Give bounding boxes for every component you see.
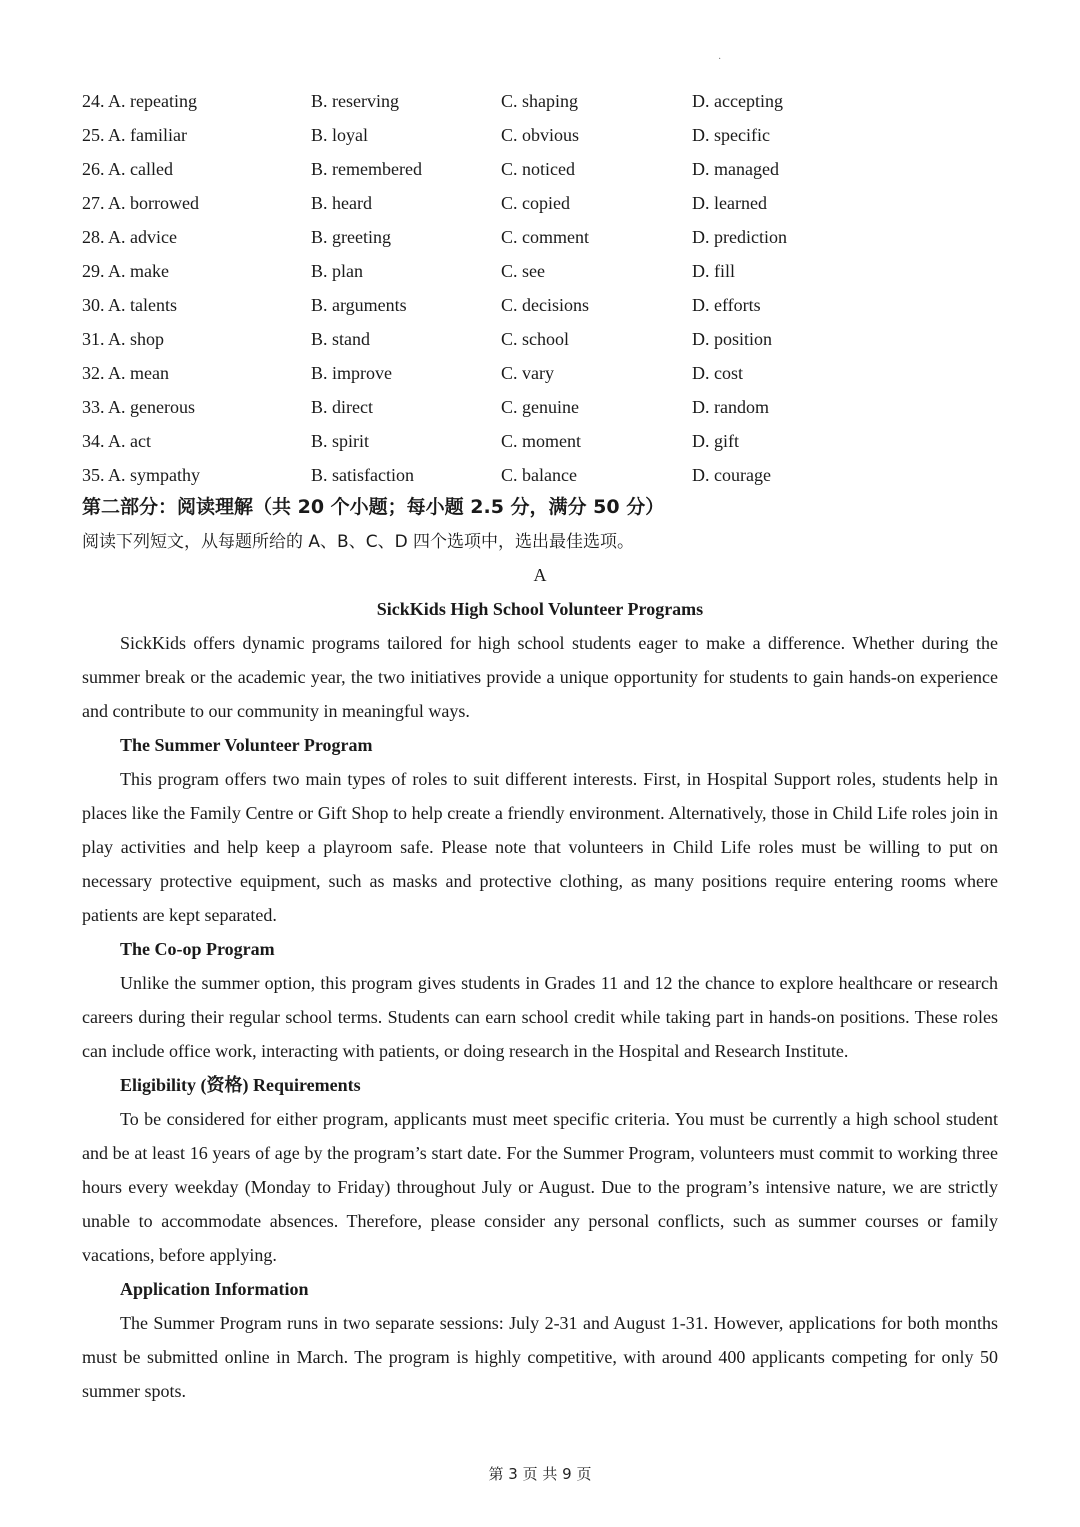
option-row-33	[82, 390, 1002, 424]
option-c: C. noticed	[501, 159, 575, 179]
option-d: D. accepting	[692, 91, 783, 111]
option-a: 31. A. shop	[82, 329, 165, 349]
application-heading: Application Information	[120, 1279, 309, 1299]
summer-program-paragraph: This program offers two main types of roles to suit different interests. First, in Hospital Support roles, students help in places like the Family Centre or Gift Shop to help create a friendly environment. Alternatively, those in Child Life roles join in play activities and help keep a playroom safe. Please note that volunteers in Child Life roles must be willing to put on necessary protective equipment, such as masks and protective clothing, as many positions require entering rooms where patients are kept separated.	[82, 769, 998, 925]
option-row-34	[82, 424, 1002, 458]
option-row-31	[82, 322, 1002, 356]
option-a: 30. A. talents	[82, 295, 177, 315]
option-b: B. remembered	[311, 159, 422, 179]
option-d: D. cost	[692, 363, 743, 383]
option-c: C. school	[501, 329, 570, 349]
eligibility-heading: Eligibility (资格) Requirements	[120, 1075, 361, 1095]
page-number-footer: 第 3 页 共 9 页	[488, 1465, 592, 1483]
option-c: C. vary	[501, 363, 554, 383]
option-row-29	[82, 254, 1002, 288]
intro-paragraph: SickKids offers dynamic programs tailored for high school students eager to make a difference. Whether during the summer break or the academic year, the two initiatives provide a unique opportunity for students to gain hands-on experience and contribute to our community in meaningful ways.	[82, 633, 998, 721]
option-c: C. decisions	[501, 295, 589, 315]
section-instruction: 阅读下列短文，从每题所给的 A、B、C、D 四个选项中，选出最佳选项。	[82, 532, 635, 552]
option-b: B. heard	[311, 193, 372, 213]
option-row-26	[82, 152, 1002, 186]
coop-program-heading: The Co-op Program	[120, 939, 275, 959]
option-row-30	[82, 288, 1002, 322]
option-row-35	[82, 458, 1002, 492]
option-row-32	[82, 356, 1002, 390]
option-b: B. reserving	[311, 91, 399, 111]
option-b: B. loyal	[311, 125, 368, 145]
option-c: C. moment	[501, 431, 581, 451]
option-c: C. balance	[501, 465, 577, 485]
reading-passage	[82, 558, 998, 1408]
coop-program-paragraph: Unlike the summer option, this program gives students in Grades 11 and 12 the chance to explore healthcare or research careers during their regular school terms. Students can earn school credit while taking part in hands-on positions. These roles can include office work, interacting with patients, or doing research in the Hospital and Research Institute.	[82, 973, 998, 1061]
passage-title: SickKids High School Volunteer Programs	[376, 599, 704, 619]
option-d: D. learned	[692, 193, 767, 213]
option-a: 35. A. sympathy	[82, 465, 201, 485]
option-a: 28. A. advice	[82, 227, 177, 247]
option-a: 29. A. make	[82, 261, 169, 281]
option-c: C. see	[501, 261, 545, 281]
option-a: 32. A. mean	[82, 363, 169, 383]
option-d: D. managed	[692, 159, 779, 179]
option-a: 27. A. borrowed	[82, 193, 199, 213]
option-d: D. courage	[692, 465, 771, 485]
option-a: 33. A. generous	[82, 397, 195, 417]
option-b: B. greeting	[311, 227, 391, 247]
answer-options-table	[82, 84, 1002, 492]
option-b: B. plan	[311, 261, 363, 281]
option-c: C. genuine	[501, 397, 579, 417]
option-c: C. obvious	[501, 125, 580, 145]
section-heading: 第二部分：阅读理解（共 20 个小题；每小题 2.5 分，满分 50 分）	[82, 496, 665, 518]
option-b: B. direct	[311, 397, 373, 417]
summer-program-heading: The Summer Volunteer Program	[120, 735, 373, 755]
option-b: B. arguments	[311, 295, 407, 315]
page-corner-mark: ·	[718, 54, 722, 65]
option-b: B. satisfaction	[311, 465, 414, 485]
option-row-27	[82, 186, 1002, 220]
option-d: D. gift	[692, 431, 739, 451]
application-paragraph: The Summer Program runs in two separate sessions: July 2-31 and August 1-31. However, applications for both months must be submitted online in March. The program is highly competitive, with around 400 applicants competing for only 50 summer spots.	[82, 1313, 998, 1401]
passage-label: A	[533, 565, 547, 585]
eligibility-paragraph: To be considered for either program, applicants must meet specific criteria. You must be currently a high school student and be at least 16 years of age by the program’s start date. For the Summer Program, volunteers must commit to working three hours every weekday (Monday to Friday) throughout July or August. Due to the program’s intensive nature, we are strictly unable to accommodate absences. Therefore, please consider any personal conflicts, such as summer courses or family vacations, before applying.	[82, 1109, 998, 1265]
option-c: C. shaping	[501, 91, 579, 111]
option-a: 34. A. act	[82, 431, 151, 451]
option-row-25	[82, 118, 1002, 152]
option-d: D. prediction	[692, 227, 787, 247]
option-a: 26. A. called	[82, 159, 173, 179]
option-d: D. specific	[692, 125, 770, 145]
option-b: B. stand	[311, 329, 371, 349]
option-row-28	[82, 220, 1002, 254]
option-row-24	[82, 84, 1002, 118]
option-d: D. fill	[692, 261, 735, 281]
option-a: 25. A. familiar	[82, 125, 187, 145]
option-a: 24. A. repeating	[82, 91, 197, 111]
option-b: B. spirit	[311, 431, 370, 451]
option-d: D. position	[692, 329, 773, 349]
option-d: D. efforts	[692, 295, 761, 315]
option-b: B. improve	[311, 363, 392, 383]
option-c: C. copied	[501, 193, 570, 213]
option-d: D. random	[692, 397, 769, 417]
option-c: C. comment	[501, 227, 589, 247]
